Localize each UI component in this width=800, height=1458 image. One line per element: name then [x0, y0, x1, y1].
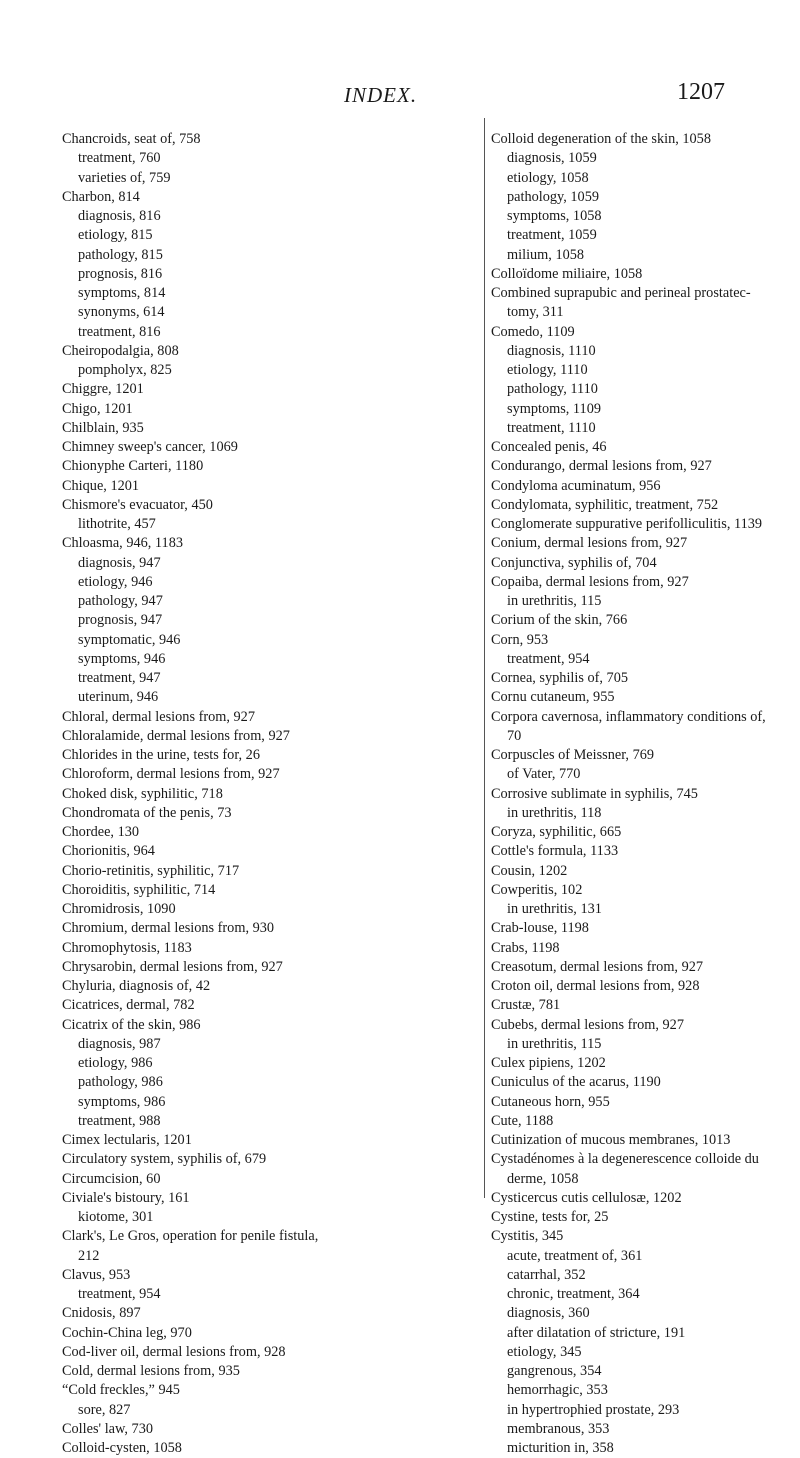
- index-entry: Chismore's evacuator, 450: [62, 496, 213, 513]
- index-entry: Circulatory system, syphilis of, 679: [62, 1151, 267, 1168]
- index-column-left: [62, 130, 482, 1458]
- index-entry: Chloroform, dermal lesions from, 927: [62, 766, 280, 783]
- index-entry: treatment, 954: [507, 650, 590, 667]
- index-entry: etiology, 345: [507, 1343, 582, 1360]
- index-entry: Choroiditis, syphilitic, 714: [62, 881, 216, 898]
- index-entry: Corn, 953: [491, 631, 549, 648]
- index-entry: catarrhal, 352: [507, 1266, 586, 1283]
- index-entry: hemorrhagic, 353: [507, 1382, 608, 1399]
- index-entry: milium, 1058: [507, 246, 585, 263]
- index-entry: diagnosis, 947: [78, 554, 161, 571]
- index-entry: Corium of the skin, 766: [491, 612, 628, 629]
- index-entry: Chionyphe Carteri, 1180: [62, 458, 204, 475]
- index-entry: Corpuscles of Meissner, 769: [491, 747, 655, 763]
- index-entry: Chancroids, seat of, 758: [62, 131, 201, 147]
- index-entry: treatment, 1110: [507, 419, 596, 436]
- index-entry: Clark's, Le Gros, operation for penile fistula,: [62, 1228, 319, 1245]
- index-entry: Croton oil, dermal lesions from, 928: [491, 978, 700, 994]
- index-entry: diagnosis, 360: [507, 1305, 590, 1322]
- index-entry: Condurango, dermal lesions from, 927: [491, 458, 712, 475]
- index-entry: pathology, 815: [78, 246, 163, 263]
- index-entry: Conium, dermal lesions from, 927: [491, 535, 688, 552]
- index-entry: Crab-louse, 1198: [491, 920, 589, 937]
- index-entry: Cubebs, dermal lesions from, 927: [491, 1016, 684, 1033]
- index-entry: Cochin-China leg, 970: [62, 1324, 192, 1341]
- index-entry: symptoms, 1058: [507, 208, 602, 224]
- index-entry: Cicatrix of the skin, 986: [62, 1016, 201, 1033]
- index-entry: symptomatic, 946: [78, 631, 181, 648]
- index-entry: Chrysarobin, dermal lesions from, 927: [62, 958, 283, 975]
- index-entry: Chique, 1201: [62, 477, 140, 494]
- index-entry: Conglomerate suppurative perifolliculitis, 1139: [491, 516, 763, 532]
- index-entry: varieties of, 759: [78, 169, 171, 186]
- index-entry: treatment, 954: [78, 1286, 161, 1302]
- index-entry: symptoms, 986: [78, 1093, 166, 1110]
- index-entry: in urethritis, 115: [507, 593, 602, 609]
- index-entry: treatment, 947: [78, 670, 161, 686]
- index-entry: Concealed penis, 46: [491, 439, 607, 455]
- index-entry: chronic, treatment, 364: [507, 1286, 640, 1302]
- index-entry: treatment, 760: [78, 150, 161, 167]
- index-entry: “Cold freckles,” 945: [62, 1382, 180, 1399]
- index-entry: Comedo, 1109: [491, 323, 575, 340]
- index-entry: Chiggre, 1201: [62, 381, 144, 398]
- index-entry: in urethritis, 131: [507, 901, 602, 917]
- index-entry: Copaiba, dermal lesions from, 927: [491, 573, 689, 590]
- index-entry: synonyms, 614: [78, 304, 165, 321]
- index-entry: Civiale's bistoury, 161: [62, 1189, 190, 1206]
- index-entry: micturition in, 358: [507, 1440, 614, 1456]
- index-entry: Chloasma, 946, 1183: [62, 535, 183, 552]
- index-entry: Charbon, 814: [62, 188, 140, 205]
- index-entry: Cornea, syphilis of, 705: [491, 670, 629, 686]
- index-entry: pathology, 986: [78, 1074, 163, 1091]
- index-entry: Crabs, 1198: [491, 939, 560, 956]
- index-entry: diagnosis, 987: [78, 1035, 161, 1052]
- index-entry: Conjunctiva, syphilis of, 704: [491, 554, 657, 571]
- index-entry: uterinum, 946: [78, 689, 159, 706]
- index-entry: Cnidosis, 897: [62, 1305, 141, 1322]
- index-entry: Colloid degeneration of the skin, 1058: [491, 131, 711, 147]
- index-entry: pathology, 1110: [507, 381, 598, 398]
- index-entry: Chromidrosis, 1090: [62, 901, 176, 917]
- index-entry: prognosis, 947: [78, 612, 163, 629]
- index-entry: kiotome, 301: [78, 1209, 154, 1225]
- column-divider: [484, 118, 485, 1198]
- index-entry: etiology, 815: [78, 227, 153, 244]
- index-entry: Condyloma acuminatum, 956: [491, 477, 661, 494]
- index-entry: Chloral, dermal lesions from, 927: [62, 708, 255, 725]
- index-entry: etiology, 946: [78, 573, 153, 590]
- index-entry: Cold, dermal lesions from, 935: [62, 1363, 240, 1379]
- index-entry: Chorionitis, 964: [62, 843, 155, 860]
- index-entry: sore, 827: [78, 1401, 131, 1418]
- index-entry: Choked disk, syphilitic, 718: [62, 785, 223, 802]
- index-entry: Cod-liver oil, dermal lesions from, 928: [62, 1343, 286, 1360]
- index-entry: Cutaneous horn, 955: [491, 1093, 610, 1110]
- index-entry: prognosis, 816: [78, 265, 163, 282]
- index-entry: Colles' law, 730: [62, 1420, 153, 1437]
- index-entry: Chlorides in the urine, tests for, 26: [62, 747, 260, 763]
- index-entry: Cystadénomes à la degenerescence colloide du: [491, 1151, 759, 1168]
- index-entry: in hypertrophied prostate, 293: [507, 1401, 680, 1418]
- index-entry: in urethritis, 115: [507, 1035, 602, 1052]
- index-entry: Cysticercus cutis cellulosæ, 1202: [491, 1189, 682, 1206]
- index-entry: treatment, 988: [78, 1112, 161, 1129]
- index-entry: Chloralamide, dermal lesions from, 927: [62, 727, 290, 744]
- index-entry: Crustæ, 781: [491, 997, 561, 1014]
- index-column-right: [491, 130, 783, 1458]
- index-entry: lithotrite, 457: [78, 516, 156, 532]
- index-entry: membranous, 353: [507, 1420, 610, 1437]
- index-entry: Creasotum, dermal lesions from, 927: [491, 958, 704, 975]
- index-entry: Condylomata, syphilitic, treatment, 752: [491, 496, 719, 513]
- index-entry: in urethritis, 118: [507, 804, 602, 821]
- index-entry: Chigo, 1201: [62, 400, 133, 417]
- index-entry: Coryza, syphilitic, 665: [491, 824, 622, 840]
- index-entry: pathology, 1059: [507, 188, 599, 205]
- index-entry: Cornu cutaneum, 955: [491, 689, 615, 706]
- index-entry: Cute, 1188: [491, 1112, 554, 1129]
- index-entry: Culex pipiens, 1202: [491, 1055, 606, 1071]
- index-entry: etiology, 986: [78, 1055, 153, 1071]
- index-entry: Cystine, tests for, 25: [491, 1209, 609, 1225]
- page-number: 1207: [677, 79, 725, 105]
- index-entry: Colloid-cysten, 1058: [62, 1440, 182, 1456]
- index-entry: 212: [78, 1247, 100, 1264]
- index-entry: Combined suprapubic and perineal prostatec-: [491, 285, 751, 301]
- running-head-title: INDEX.: [344, 83, 418, 107]
- index-entry: treatment, 1059: [507, 227, 597, 244]
- index-entry: Chyluria, diagnosis of, 42: [62, 978, 211, 994]
- index-entry: Colloïdome miliaire, 1058: [491, 265, 643, 282]
- index-entry: derme, 1058: [507, 1170, 579, 1187]
- index-entry: symptoms, 1109: [507, 400, 601, 417]
- index-entry: Corrosive sublimate in syphilis, 745: [491, 785, 698, 802]
- index-entry: etiology, 1110: [507, 362, 588, 378]
- index-entry: symptoms, 814: [78, 285, 166, 301]
- index-entry: Chimney sweep's cancer, 1069: [62, 439, 238, 455]
- index-entry: after dilatation of stricture, 191: [507, 1324, 686, 1341]
- index-entry: pathology, 947: [78, 593, 163, 609]
- index-entry: Chromophytosis, 1183: [62, 939, 192, 956]
- index-entry: Chorio-retinitis, syphilitic, 717: [62, 862, 240, 879]
- index-entry: Cicatrices, dermal, 782: [62, 997, 195, 1014]
- index-entry: Chordee, 130: [62, 824, 140, 840]
- index-entry: Cutinization of mucous membranes, 1013: [491, 1132, 731, 1148]
- index-entry: Cheiropodalgia, 808: [62, 342, 179, 359]
- index-entry: Chromium, dermal lesions from, 930: [62, 920, 275, 937]
- index-entry: Corpora cavernosa, inflammatory conditions of,: [491, 708, 766, 725]
- index-entry: Cimex lectularis, 1201: [62, 1132, 192, 1148]
- index-entry: gangrenous, 354: [507, 1363, 602, 1379]
- index-entry: tomy, 311: [507, 304, 564, 321]
- index-entry: symptoms, 946: [78, 650, 166, 667]
- index-entry: Cottle's formula, 1133: [491, 843, 619, 860]
- index-entry: 70: [507, 727, 522, 744]
- index-entry: Chondromata of the penis, 73: [62, 804, 232, 821]
- index-entry: of Vater, 770: [507, 766, 581, 783]
- index-entry: Cowperitis, 102: [491, 881, 583, 898]
- index-entry: acute, treatment of, 361: [507, 1247, 643, 1264]
- index-entry: Circumcision, 60: [62, 1170, 161, 1187]
- index-entry: Cystitis, 345: [491, 1228, 564, 1245]
- index-entry: diagnosis, 816: [78, 208, 161, 224]
- index-entry: Cuniculus of the acarus, 1190: [491, 1074, 661, 1091]
- index-entry: treatment, 816: [78, 323, 161, 340]
- index-entry: etiology, 1058: [507, 169, 589, 186]
- index-entry: diagnosis, 1059: [507, 150, 597, 167]
- index-entry: Chilblain, 935: [62, 419, 144, 436]
- index-entry: Cousin, 1202: [491, 862, 568, 879]
- index-entry: diagnosis, 1110: [507, 342, 596, 359]
- index-entry: pompholyx, 825: [78, 362, 172, 378]
- index-entry: Clavus, 953: [62, 1266, 131, 1283]
